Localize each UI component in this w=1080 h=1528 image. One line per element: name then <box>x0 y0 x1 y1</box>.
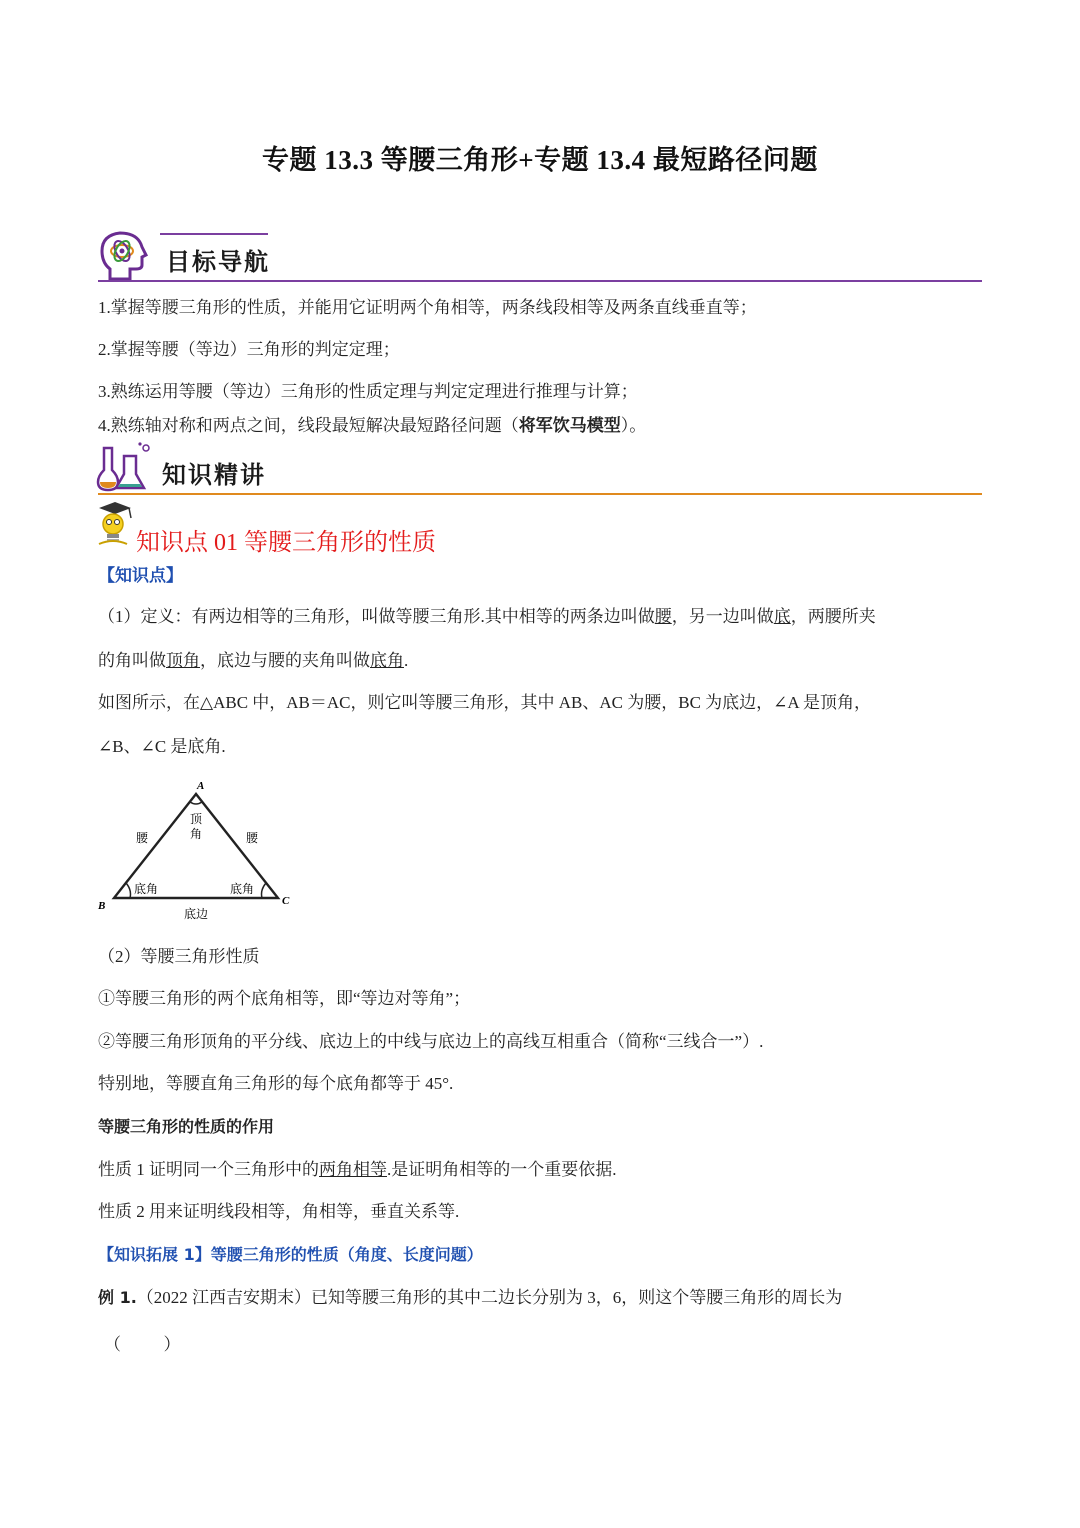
goal-item: 2.掌握等腰（等边）三角形的判定定理； <box>98 340 400 359</box>
knowledge-point-heading: 知识点 01 等腰三角形的性质 <box>136 530 436 556</box>
leg-label-left: 腰 <box>136 831 149 845</box>
property-item: ②等腰三角形顶角的平分线、底边上的中线与底边上的高线互相重合（简称“三线合一”）. <box>98 1032 764 1051</box>
base-angle-left-label: 底角 <box>134 882 159 896</box>
definition-line: 如图所示，在△ABC 中，AB＝AC，则它叫等腰三角形，其中 AB、AC 为腰，BC 为底边，∠A 是顶角， <box>98 693 872 712</box>
section-label-knowledge: 知识精讲 <box>162 461 266 489</box>
property-item: 特别地，等腰直角三角形的每个底角都等于 45°. <box>98 1074 454 1093</box>
vertex-label-a: A <box>197 780 205 792</box>
section-label-goals: 目标导航 <box>166 248 270 276</box>
vertex-label-b: B <box>98 900 106 912</box>
goal-item: 3.熟练运用等腰（等边）三角形的性质定理与判定定理进行推理与计算； <box>98 382 638 401</box>
definition-line: （1）定义：有两边相等的三角形，叫做等腰三角形.其中相等的两条边叫做腰，另一边叫做底，两腰所夹 <box>98 607 876 626</box>
usage-line: 性质 2 用来证明线段相等，角相等，垂直关系等. <box>98 1202 460 1221</box>
flask-icon <box>96 440 156 494</box>
base-angle-right-label: 底角 <box>230 882 255 896</box>
answer-blank: （ ） <box>104 1335 181 1354</box>
section-divider <box>98 493 982 495</box>
usage-line: 性质 1 证明同一个三角形中的两角相等.是证明角相等的一个重要依据. <box>98 1160 617 1179</box>
apex-label-2: 角 <box>190 827 203 841</box>
head-brain-icon <box>98 229 158 283</box>
apex-label-1: 顶 <box>190 812 203 826</box>
properties-heading: （2）等腰三角形性质 <box>98 947 260 966</box>
section-divider <box>98 280 982 282</box>
leg-label-right: 腰 <box>246 831 259 845</box>
definition-line: 的角叫做顶角，底边与腰的夹角叫做底角. <box>98 651 409 670</box>
extension-heading: 【知识拓展 1】等腰三角形的性质（角度、长度问题） <box>98 1245 483 1264</box>
goal-item: 4.熟练轴对称和两点之间，线段最短解决最短路径问题（将军饮马模型）。 <box>98 416 647 435</box>
page-title: 专题 13.3 等腰三角形+专题 13.4 最短路径问题 <box>262 145 818 175</box>
base-label: 底边 <box>184 907 209 921</box>
isosceles-triangle-figure <box>92 776 302 926</box>
graduate-bulb-icon <box>95 500 137 548</box>
example-1: 例 1.（2022 江西吉安期末）已知等腰三角形的其中二边长分别为 3，6，则这个等腰三角形的周长为 <box>98 1288 843 1307</box>
goal-item: 1.掌握等腰三角形的性质，并能用它证明两个角相等，两条线段相等及两条直线垂直等； <box>98 298 757 317</box>
section-accent-line <box>160 233 268 235</box>
vertex-label-c: C <box>282 895 290 907</box>
definition-line: ∠B、∠C 是底角. <box>98 737 226 756</box>
usage-heading: 等腰三角形的性质的作用 <box>98 1117 275 1136</box>
property-item: ①等腰三角形的两个底角相等，即“等边对等角”； <box>98 989 471 1008</box>
knowledge-tag: 【知识点】 <box>98 566 183 585</box>
